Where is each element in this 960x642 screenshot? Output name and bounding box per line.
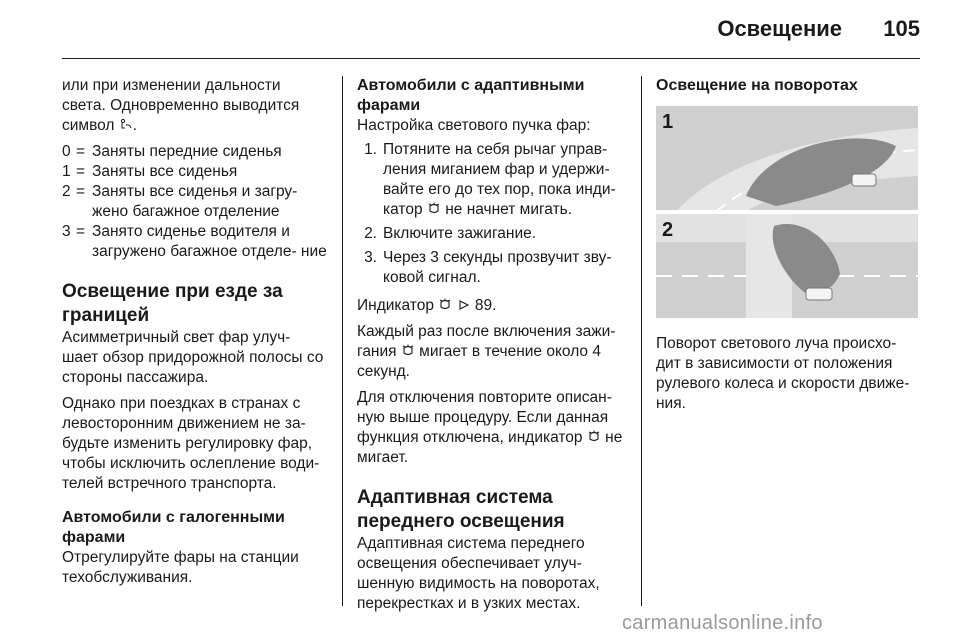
intro-line-2: света. Одновременно выводится: [62, 97, 300, 114]
column-divider-1: [342, 76, 343, 606]
definition-row: [62, 182, 328, 222]
paragraph-disable: [357, 388, 629, 468]
definition-value: Заняты все сиденья: [92, 163, 238, 180]
page-reference-icon: [457, 298, 471, 312]
definition-equals: =: [76, 143, 86, 160]
paragraph-asymmetric: Асимметричный свет фар улуч‑ шает обзор придорожной полосы со стороны пассажира.: [62, 329, 324, 386]
header-divider: [62, 58, 920, 59]
cornering-illustration: [656, 106, 918, 318]
step-number: 3.: [364, 249, 377, 266]
figure-label-1: 1: [662, 111, 674, 133]
paragraph-left-hand-traffic: Однако при поездках в странах с левосторонним движением не за‑ будьте изменить регулировку фар, чтобы исключить ослепление води‑ телей встречного транспорта.: [62, 395, 320, 492]
definition-list: [62, 142, 328, 262]
headlamp-indicator-icon: [438, 298, 452, 312]
definition-row: [62, 222, 328, 262]
page-title: Освещение: [717, 16, 842, 41]
definition-row: [62, 142, 328, 162]
paragraph-indicator-ref: [357, 296, 629, 316]
intro-end: .: [132, 117, 138, 134]
step-text: [383, 140, 629, 220]
heading-cornering: Освещение на поворотах: [656, 77, 858, 94]
column-divider-2: [641, 76, 642, 606]
seat-load-icon: [119, 118, 133, 132]
paragraph-setup: Настройка светового пучка фар:: [357, 117, 591, 134]
figure-caption: Поворот светового луча происхо‑ дит в зависимости от положения рулевого колеса и скорости движе‑ ния.: [656, 335, 910, 412]
step-item: [357, 248, 629, 288]
definition-key: 3: [62, 223, 71, 240]
column-2: [357, 76, 629, 614]
intro-symbol-text: символ: [62, 117, 115, 134]
step-item: [357, 224, 629, 244]
definition-value: Занято сиденье водителя и загружено багажное отделе‑ ние: [92, 223, 327, 260]
step-text-b: не начнет мигать.: [445, 201, 573, 218]
heading-border-lighting: Освещение при езде за границей: [62, 281, 283, 326]
step-text: Через 3 секунды прозвучит зву‑ ковой сигнал.: [383, 249, 612, 286]
column-1: [62, 76, 328, 588]
headlamp-indicator-icon: [587, 430, 601, 444]
disable-text-b: не мигает.: [357, 429, 623, 466]
heading-adaptive-cars: Автомобили с адаптивными фарами: [357, 77, 585, 114]
page-header: [0, 0, 960, 62]
definition-key: 0: [62, 143, 71, 160]
paragraph-afl: Адаптивная система переднего освещения обеспечивает улуч‑ шенную видимость на поворотах, перекрестках и в узких местах.: [357, 535, 600, 612]
headlamp-indicator-icon: [427, 202, 441, 216]
page-number: 105: [883, 16, 920, 41]
flash-text-b: мигает в течение около 4 секунд.: [357, 343, 601, 380]
headlamp-indicator-icon: [401, 344, 415, 358]
flash-text-a: Каждый раз после включения зажи‑ гания: [357, 323, 616, 360]
step-item: [357, 140, 629, 220]
definition-key: 1: [62, 163, 71, 180]
cornering-light-figure: [656, 106, 918, 318]
paragraph-halogen: Отрегулируйте фары на станции техобслуживания.: [62, 549, 299, 586]
column-3: [656, 76, 924, 414]
heading-adaptive-forward-lighting: Адаптивная система переднего освещения: [357, 487, 565, 532]
watermark: carmanualsonline.info: [622, 612, 823, 634]
definition-equals: =: [76, 183, 86, 200]
intro-line-3: [62, 116, 328, 136]
figure-label-2: 2: [662, 219, 674, 241]
indicator-ref-page: 89.: [474, 297, 497, 314]
definition-equals: =: [76, 163, 86, 180]
step-number: 2.: [364, 225, 377, 242]
step-number: 1.: [364, 141, 377, 158]
definition-equals: =: [76, 223, 86, 240]
definition-value: Заняты все сиденья и загру‑ жено багажное отделение: [92, 183, 298, 220]
step-text: Включите зажигание.: [383, 225, 537, 242]
steps-list: [357, 140, 629, 288]
definition-row: [62, 162, 328, 182]
heading-halogen: Автомобили с галогенными фарами: [62, 509, 285, 546]
step-text-a: Потяните на себя рычаг управ‑ ления миганием фар и удержи‑ вайте его до тех пор, пока инди‑ катор: [383, 141, 616, 218]
definition-key: 2: [62, 183, 71, 200]
intro-line-1: или при изменении дальности: [62, 77, 281, 94]
paragraph-flash: [357, 322, 629, 382]
indicator-ref-text: Индикатор: [357, 297, 434, 314]
definition-value: Заняты передние сиденья: [92, 143, 282, 160]
disable-text-a: Для отключения повторите описан‑ ную выше процедуру. Если данная функция отключена, индикатор: [357, 389, 612, 446]
